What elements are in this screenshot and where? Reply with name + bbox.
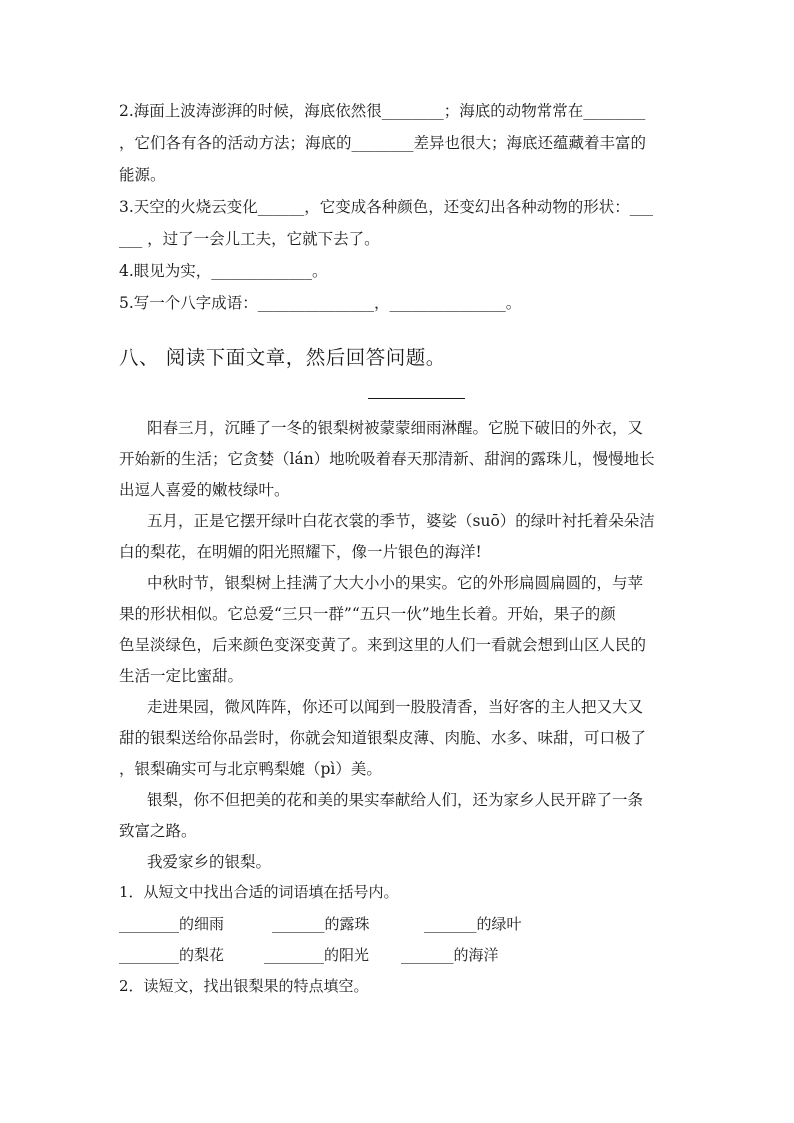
question-2-line-1: 2.海面上波涛澎湃的时候，海底依然很________；海底的动物常常在________ [119, 102, 646, 120]
passage-title-blank [368, 398, 465, 399]
question-3-line-2: ___ ，过了一会儿工夫，它就下去了。 [119, 230, 380, 248]
question-5: 5.写一个八字成语：_______________，_______________。 [119, 294, 522, 312]
passage-line: 银梨，你不但把美的花和美的果实奉献给人们，还为家乡人民开辟了一条 [147, 791, 644, 809]
question-2-line-3: 能源。 [119, 166, 166, 184]
passage-line: 色呈淡绿色，后来颜色变深变黄了。来到这里的人们一看就会想到山区人民的 [119, 636, 647, 654]
fill-blank-item: ________的阳光 [264, 946, 370, 964]
passage-line: 果的形状相似。它总爱“三只一群”“五只一伙”地生长着。开始，果子的颜 [119, 605, 616, 623]
passage-line: 我爱家乡的银梨。 [147, 853, 272, 871]
passage-line: 生活一定比蜜甜。 [119, 667, 244, 685]
question-2-line-2: ，它们各有各的活动方法；海底的________差异也很大；海底还蕴藏着丰富的 [119, 134, 647, 152]
passage-line: 五月，正是它摆开绿叶白花衣裳的季节，婆娑（suō）的绿叶衬托着朵朵洁 [147, 512, 655, 530]
fill-blank-item: ________的梨花 [119, 946, 225, 964]
passage-line: 开始新的生活；它贪婪（lán）地吮吸着春天那清新、甜润的露珠儿，慢慢地长 [119, 450, 655, 468]
question-4: 4.眼见为实，_____________。 [119, 262, 328, 280]
passage-line: 甜的银梨送给你品尝时，你就会知道银梨皮薄、肉脆、水多、味甜，可口极了 [119, 729, 647, 747]
passage-line: 白的梨花，在明媚的阳光照耀下，像一片银色的海洋! [119, 543, 482, 561]
fill-blank-item: _______的海洋 [401, 946, 499, 964]
question-1-prompt: 1．从短文中找出合适的词语填在括号内。 [119, 883, 399, 901]
passage-line: 致富之路。 [119, 822, 197, 840]
fill-blank-item: ________的细雨 [119, 915, 225, 933]
section-heading: 八、 阅读下面文章，然后回答问题。 [119, 346, 446, 369]
passage-line: 走进果园，微风阵阵，你还可以闻到一股股清香，当好客的主人把又大又 [147, 698, 644, 716]
passage-line: ，银梨确实可与北京鸭梨媲（pì）美。 [119, 760, 382, 778]
fill-blank-item: _______的露珠 [272, 915, 370, 933]
passage-line: 中秋时节，银梨树上挂满了大大小小的果实。它的外形扁圆扁圆的，与苹 [147, 574, 644, 592]
question-3-line-1: 3.天空的火烧云变化______，它变成各种颜色，还变幻出各种动物的形状：___ [119, 198, 654, 216]
question-2-prompt: 2．读短文，找出银梨果的特点填空。 [119, 977, 369, 995]
passage-line: 出逗人喜爱的嫩枝绿叶。 [119, 481, 290, 499]
fill-blank-item: _______的绿叶 [424, 915, 522, 933]
passage-line: 阳春三月，沉睡了一冬的银梨树被蒙蒙细雨淋醒。它脱下破旧的外衣，又 [147, 419, 644, 437]
